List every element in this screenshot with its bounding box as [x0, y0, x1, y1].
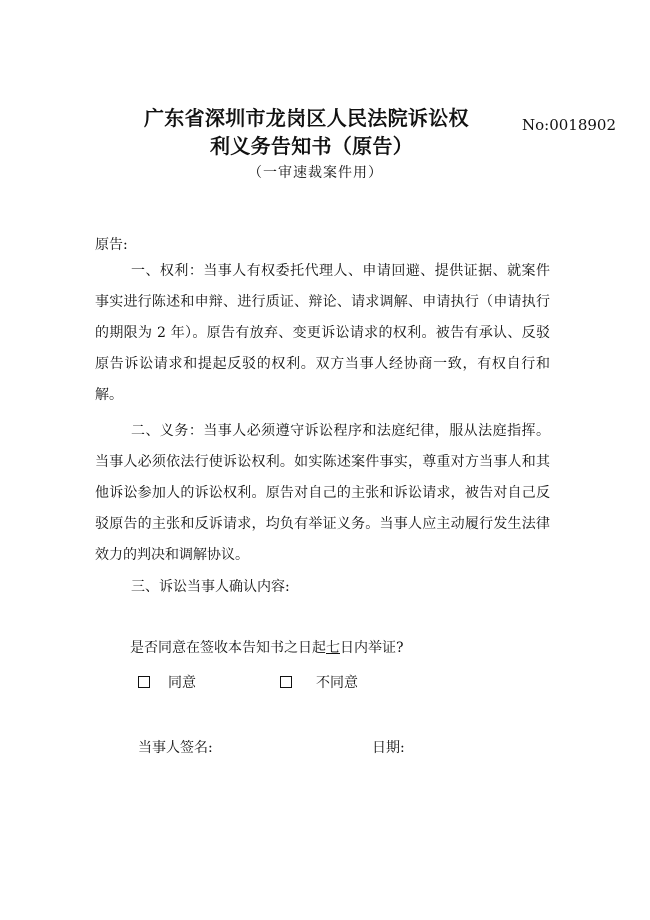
- rights-paragraph: 一、权利：当事人有权委托代理人、申请回避、提供证据、就案件事实进行陈述和申辩、进行质证、辩论、请求调解、申请执行（申请执行的期限为 2 年）。原告有放弃、变更诉讼请求的权利。被告有承认、反驳原告诉讼请求和提起反驳的权利。双方当事人经协商一致，有权自行和解。: [95, 263, 550, 403]
- confirm-heading: 三、诉讼当事人确认内容:: [131, 579, 290, 595]
- signature-field[interactable]: 当事人签名:: [138, 740, 213, 756]
- agree-option[interactable]: [138, 672, 196, 692]
- document-subtitle: （一审速裁案件用）: [248, 165, 383, 181]
- title-line-2: 利义务告知书（原告）: [210, 134, 413, 158]
- title-line-1: 广东省深圳市龙岗区人民法院诉讼权: [144, 106, 469, 130]
- disagree-label: 不同意: [316, 675, 358, 691]
- date-field[interactable]: 日期:: [372, 740, 405, 756]
- disagree-checkbox[interactable]: [280, 676, 292, 688]
- question-days: 七: [326, 640, 340, 656]
- disagree-option[interactable]: [280, 672, 358, 692]
- document-number: No:0018902: [522, 116, 617, 134]
- agree-checkbox[interactable]: [138, 676, 150, 688]
- question-prefix: 是否同意在签收本告知书之日起: [130, 640, 326, 656]
- party-label: 原告:: [95, 237, 128, 253]
- document-title: [144, 104, 524, 160]
- obligations-paragraph: 二、义务：当事人必须遵守诉讼程序和法庭纪律，服从法庭指挥。当事人必须依法行使诉讼权利。如实陈述案件事实，尊重对方当事人和其他诉讼参加人的诉讼权利。原告对自己的主张和诉讼请求，被告对自己反驳原告的主张和反诉请求，均负有举证义务。当事人应主动履行发生法律效力的判决和调解协议。: [95, 423, 550, 563]
- evidence-question: [130, 637, 404, 657]
- agree-label: 同意: [168, 675, 196, 691]
- question-suffix: 日内举证?: [340, 640, 404, 656]
